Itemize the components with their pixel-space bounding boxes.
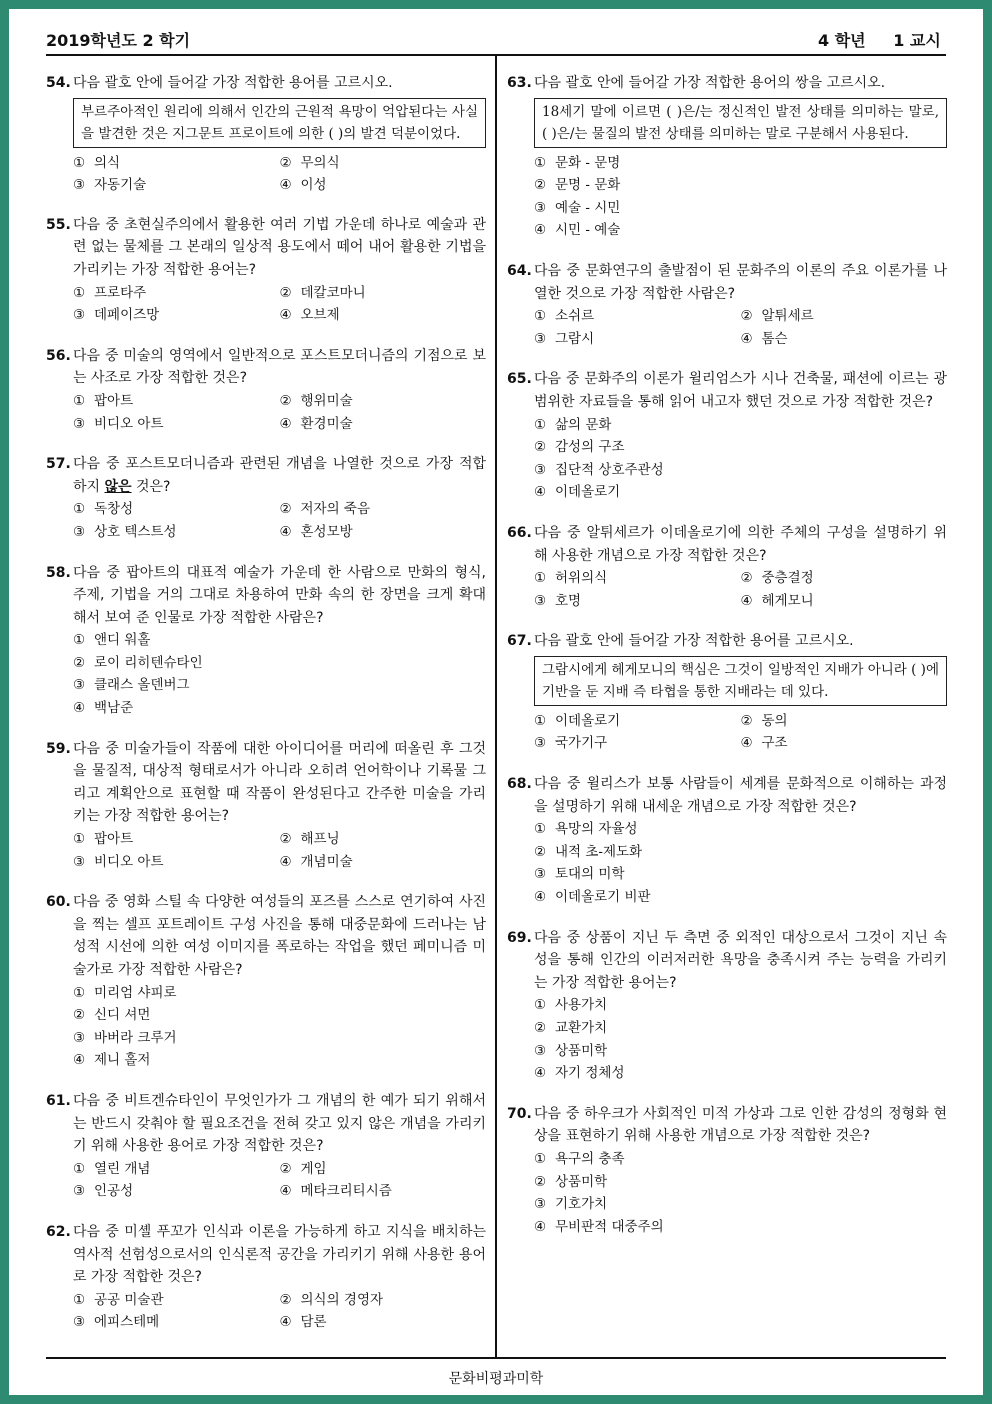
question-65: [507, 368, 947, 504]
option-1[interactable]: ① 욕망의 자율성: [534, 821, 638, 838]
question-text: 다음 중 영화 스틸 속 다양한 여성들의 포즈를 스스로 연기하여 사진을 찍는 셀프 포트레이트 구성 사진을 통해 대중문화에 드러나는 남성적 시선에 의한 여성 이미지를 폭로하는 작업을 했던 페미니즘 미술가로 가장 적합한 사람은?: [73, 894, 486, 978]
option-3[interactable]: ③ 데페이즈망: [73, 307, 160, 324]
option-2[interactable]: ② 데칼코마니: [279, 284, 366, 301]
option-2[interactable]: ② 의식의 경영자: [279, 1291, 384, 1308]
question-text: 다음 중 상품이 지닌 두 측면 중 외적인 대상으로서 그것이 지닌 속성을 통해 인간의 이러저러한 욕망을 충족시켜 주는 능력을 가리키는 가장 적합한 용어는?: [534, 929, 947, 991]
question-text: 다음 중 팝아트의 대표적 예술가 가운데 한 사람으로 만화의 형식, 주제, 기법을 거의 그대로 차용하여 만화 속의 한 장면을 크게 확대해서 보여 준 인물로 가장 적합한 사람은?: [73, 564, 486, 626]
option-1[interactable]: ① 독창성: [73, 501, 134, 518]
question-text: 다음 중 초현실주의에서 활용한 여러 기법 가운데 하나로 예술과 관련 없는 물체를 그 본래의 일상적 용도에서 떼어 내어 활용한 기법을 가리키는 가장 적합한 용어는?: [73, 216, 486, 278]
option-4[interactable]: ④ 제니 홀저: [73, 1052, 151, 1069]
option-2[interactable]: ② 게임: [279, 1160, 327, 1177]
option-4[interactable]: ④ 혼성모방: [279, 523, 353, 540]
question-63: [507, 72, 947, 242]
option-3[interactable]: ③ 자동기술: [73, 177, 147, 194]
subject-footer: 문화비평과미학: [448, 1371, 544, 1387]
question-60: [46, 891, 486, 1072]
option-2[interactable]: ② 행위미술: [279, 392, 353, 409]
passage-box: 18세기 말에 이르면 ( )은/는 정신적인 발전 상태를 의미하는 말로, ( )은/는 물질의 발전 상태를 의미하는 말로 구분해서 사용된다.: [534, 98, 947, 148]
question-number: 67.: [507, 633, 532, 650]
question-66: [507, 522, 947, 612]
answer-options: [73, 152, 486, 197]
option-1[interactable]: ① 앤디 워홀: [73, 632, 151, 649]
left-column: [46, 72, 486, 1334]
question-55: [46, 214, 486, 327]
option-4[interactable]: ④ 이데올로기 비판: [534, 889, 651, 906]
exam-term: 2019학년도 2 학기: [46, 31, 191, 50]
question-text: 다음 중 알튀세르가 이데올로기에 의한 주체의 구성을 설명하기 위해 사용한 개념으로 가장 적합한 것은?: [534, 524, 947, 564]
option-2[interactable]: ② 내적 초-제도화: [534, 843, 643, 860]
question-number: 69.: [507, 929, 532, 946]
question-number: 68.: [507, 776, 532, 793]
option-2[interactable]: ② 감성의 구조: [534, 439, 625, 456]
option-1[interactable]: ① 이데올로기: [534, 712, 621, 729]
option-3[interactable]: ③ 상품미학: [534, 1042, 608, 1059]
option-4[interactable]: ④ 구조: [740, 735, 788, 752]
question-text: 다음 중 하우크가 사회적인 미적 가상과 그로 인한 감성의 정형화 현상을 표현하기 위해 사용한 개념으로 가장 적합한 것은?: [534, 1105, 947, 1145]
option-3[interactable]: ③ 비디오 아트: [73, 415, 164, 432]
emphasis-negation: 않은: [104, 478, 132, 495]
question-56: [46, 345, 486, 435]
option-3[interactable]: ③ 상호 텍스트성: [73, 523, 177, 540]
question-57: [46, 453, 486, 543]
question-number: 65.: [507, 371, 532, 388]
question-text: 다음 중 미술의 영역에서 일반적으로 포스트모더니즘의 기점으로 보는 사조로 가장 적합한 것은?: [73, 347, 486, 387]
option-1[interactable]: ① 소쉬르: [534, 308, 595, 325]
question-number: 55.: [46, 216, 71, 233]
question-59: [46, 738, 486, 874]
option-4[interactable]: ④ 메타크리티시즘: [279, 1183, 392, 1200]
answer-options: [73, 828, 486, 873]
option-2[interactable]: ② 교환가치: [534, 1020, 608, 1036]
option-1[interactable]: ① 공공 미술관: [73, 1291, 164, 1308]
option-4[interactable]: ④ 시민 - 예술: [534, 222, 621, 239]
question-54: [46, 72, 486, 197]
answer-options: [534, 567, 947, 612]
answer-options: [73, 982, 486, 1072]
option-4[interactable]: ④ 환경미술: [279, 415, 353, 432]
exam-grade-period: [818, 28, 941, 51]
option-2[interactable]: ② 중층결정: [740, 570, 814, 587]
option-3[interactable]: ③ 인공성: [73, 1183, 134, 1200]
option-2[interactable]: ② 로이 리히텐슈타인: [73, 654, 203, 671]
option-3[interactable]: ③ 바버라 크루거: [73, 1029, 177, 1046]
option-4[interactable]: ④ 개념미술: [279, 853, 353, 870]
option-1[interactable]: ① 의식: [73, 154, 121, 171]
option-4[interactable]: ④ 무비판적 대중주의: [534, 1218, 664, 1235]
exam-grade: 4 학년: [818, 31, 866, 50]
question-number: 61.: [46, 1092, 71, 1109]
option-3[interactable]: ③ 예술 - 시민: [534, 199, 621, 216]
option-4[interactable]: ④ 담론: [279, 1314, 327, 1331]
question-number: 59.: [46, 740, 71, 757]
option-3[interactable]: ③ 기호가치: [534, 1196, 608, 1213]
option-4[interactable]: ④ 백남준: [73, 700, 134, 717]
answer-options: [73, 629, 486, 719]
question-text: 다음 중 미셸 푸꼬가 인식과 이론을 가능하게 하고 지식을 배치하는 역사적 선험성으로서의 인식론적 공간을 가리키기 위해 사용한 용어로 가장 적합한 것은?: [73, 1223, 486, 1286]
question-text: 다음 중 포스트모더니즘과 관련된 개념을 나열한 것으로 가장 적합하지 않은 것은?: [73, 456, 486, 495]
option-1[interactable]: ① 프로타주: [73, 284, 147, 301]
option-1[interactable]: ① 팝아트: [73, 831, 134, 848]
option-1[interactable]: ① 열린 개념: [73, 1160, 151, 1177]
option-4[interactable]: ④ 자기 정체성: [534, 1065, 625, 1082]
answer-options: [534, 818, 947, 908]
answer-options: [73, 1158, 486, 1203]
option-2[interactable]: ② 저자의 죽음: [279, 501, 370, 518]
footer-rule: [46, 1357, 946, 1359]
question-text: 다음 중 윌리스가 보통 사람들이 세계를 문화적으로 이해하는 과정을 설명하기 위해 내세운 개념으로 가장 적합한 것은?: [534, 776, 947, 815]
answer-options: [73, 282, 486, 327]
answer-options: [534, 414, 947, 504]
question-67: [507, 630, 947, 755]
answer-options: [534, 994, 947, 1084]
question-number: 64.: [507, 262, 532, 279]
option-1[interactable]: ① 미리엄 샤피로: [73, 984, 177, 1001]
option-3[interactable]: ③ 호명: [534, 592, 582, 609]
passage-box: 부르주아적인 원리에 의해서 인간의 근원적 욕망이 억압된다는 사실을 발견한 것은 지그문트 프로이트에 의한 ( )의 발견 덕분이었다.: [73, 98, 486, 148]
question-text: 다음 괄호 안에 들어갈 가장 적합한 용어의 쌍을 고르시오.: [534, 75, 886, 91]
option-2[interactable]: ② 동의: [740, 712, 788, 729]
question-62: [46, 1221, 486, 1334]
answer-options: [73, 390, 486, 435]
option-1[interactable]: ① 팝아트: [73, 392, 134, 409]
passage-box: 그람시에게 헤게모니의 핵심은 그것이 일방적인 지배가 아니라 ( )에 기반을 둔 지배 즉 타협을 통한 지배라는 데 있다.: [534, 656, 947, 706]
question-number: 62.: [46, 1223, 71, 1240]
option-3[interactable]: ③ 토대의 미학: [534, 866, 625, 883]
answer-options: [534, 1148, 947, 1238]
question-text: 다음 중 비트겐슈타인이 무엇인가가 그 개념의 한 예가 되기 위해서는 반드시 갖춰야 할 필요조건을 전혀 갖고 있지 않은 개념을 가리키기 위해 사용한 용어로 가장 적합한 것은?: [73, 1092, 486, 1155]
option-3[interactable]: ③ 국가기구: [534, 735, 608, 752]
option-3[interactable]: ③ 비디오 아트: [73, 853, 164, 870]
question-number: 63.: [507, 75, 532, 91]
option-1[interactable]: ① 욕구의 충족: [534, 1150, 625, 1167]
option-1[interactable]: ① 사용가치: [534, 997, 608, 1014]
question-text: 다음 괄호 안에 들어갈 가장 적합한 용어를 고르시오.: [534, 633, 854, 650]
option-2[interactable]: ② 해프닝: [279, 831, 340, 848]
option-4[interactable]: ④ 오브제: [279, 307, 340, 324]
question-number: 70.: [507, 1105, 532, 1122]
option-4[interactable]: ④ 톰슨: [740, 330, 788, 347]
answer-options: [73, 1289, 486, 1334]
option-1[interactable]: ① 허위의식: [534, 570, 608, 587]
option-3[interactable]: ③ 집단적 상호주관성: [534, 461, 664, 478]
option-4[interactable]: ④ 이성: [279, 177, 327, 194]
answer-options: [534, 305, 947, 350]
right-column: [507, 72, 947, 1238]
question-number: 56.: [46, 347, 71, 364]
question-70: [507, 1103, 947, 1239]
question-text: 다음 중 문화연구의 출발점이 된 문화주의 이론의 주요 이론가를 나열한 것으로 가장 적합한 사람은?: [534, 262, 947, 302]
question-number: 54.: [46, 75, 71, 91]
question-61: [46, 1090, 486, 1203]
option-3[interactable]: ③ 그람시: [534, 330, 595, 347]
exam-period: 1 교시: [893, 31, 941, 50]
question-68: [507, 773, 947, 909]
option-2[interactable]: ② 문명 - 문화: [534, 177, 621, 194]
question-number: 58.: [46, 564, 71, 581]
question-text: 다음 중 미술가들이 작품에 대한 아이디어를 머리에 떠올린 후 그것을 물질적, 대상적 형태로서가 아니라 오히려 언어학이나 기록물 그리고 계획안으로 표현할 때 작품이 완성된다고 간주한 미술을 가리키는 가장 적합한 용어는?: [73, 740, 486, 825]
answer-options: [73, 498, 486, 543]
question-text: 다음 괄호 안에 들어갈 가장 적합한 용어를 고르시오.: [73, 75, 393, 91]
option-2[interactable]: ② 무의식: [279, 154, 340, 171]
option-3[interactable]: ③ 클래스 올덴버그: [73, 677, 190, 694]
option-1[interactable]: ① 문화 - 문명: [534, 154, 621, 171]
question-69: [507, 927, 947, 1085]
column-divider: [495, 56, 497, 1357]
question-number: 60.: [46, 894, 71, 911]
option-4[interactable]: ④ 헤게모니: [740, 592, 814, 609]
question-number: 57.: [46, 456, 71, 473]
option-2[interactable]: ② 신디 셔먼: [73, 1007, 151, 1024]
question-58: [46, 562, 486, 720]
option-4[interactable]: ④ 이데올로기: [534, 484, 621, 501]
question-64: [507, 260, 947, 350]
option-3[interactable]: ③ 에피스테메: [73, 1314, 160, 1331]
answer-options: [534, 710, 947, 755]
option-2[interactable]: ② 알튀세르: [740, 308, 814, 325]
answer-options: [534, 152, 947, 242]
option-2[interactable]: ② 상품미학: [534, 1173, 608, 1190]
question-text: 다음 중 문화주의 이론가 윌리엄스가 시나 건축물, 패션에 이르는 광범위한 자료들을 통해 읽어 내고자 했던 것으로 가장 적합한 것은?: [534, 371, 947, 410]
question-number: 66.: [507, 524, 532, 541]
option-1[interactable]: ① 삶의 문화: [534, 416, 612, 433]
